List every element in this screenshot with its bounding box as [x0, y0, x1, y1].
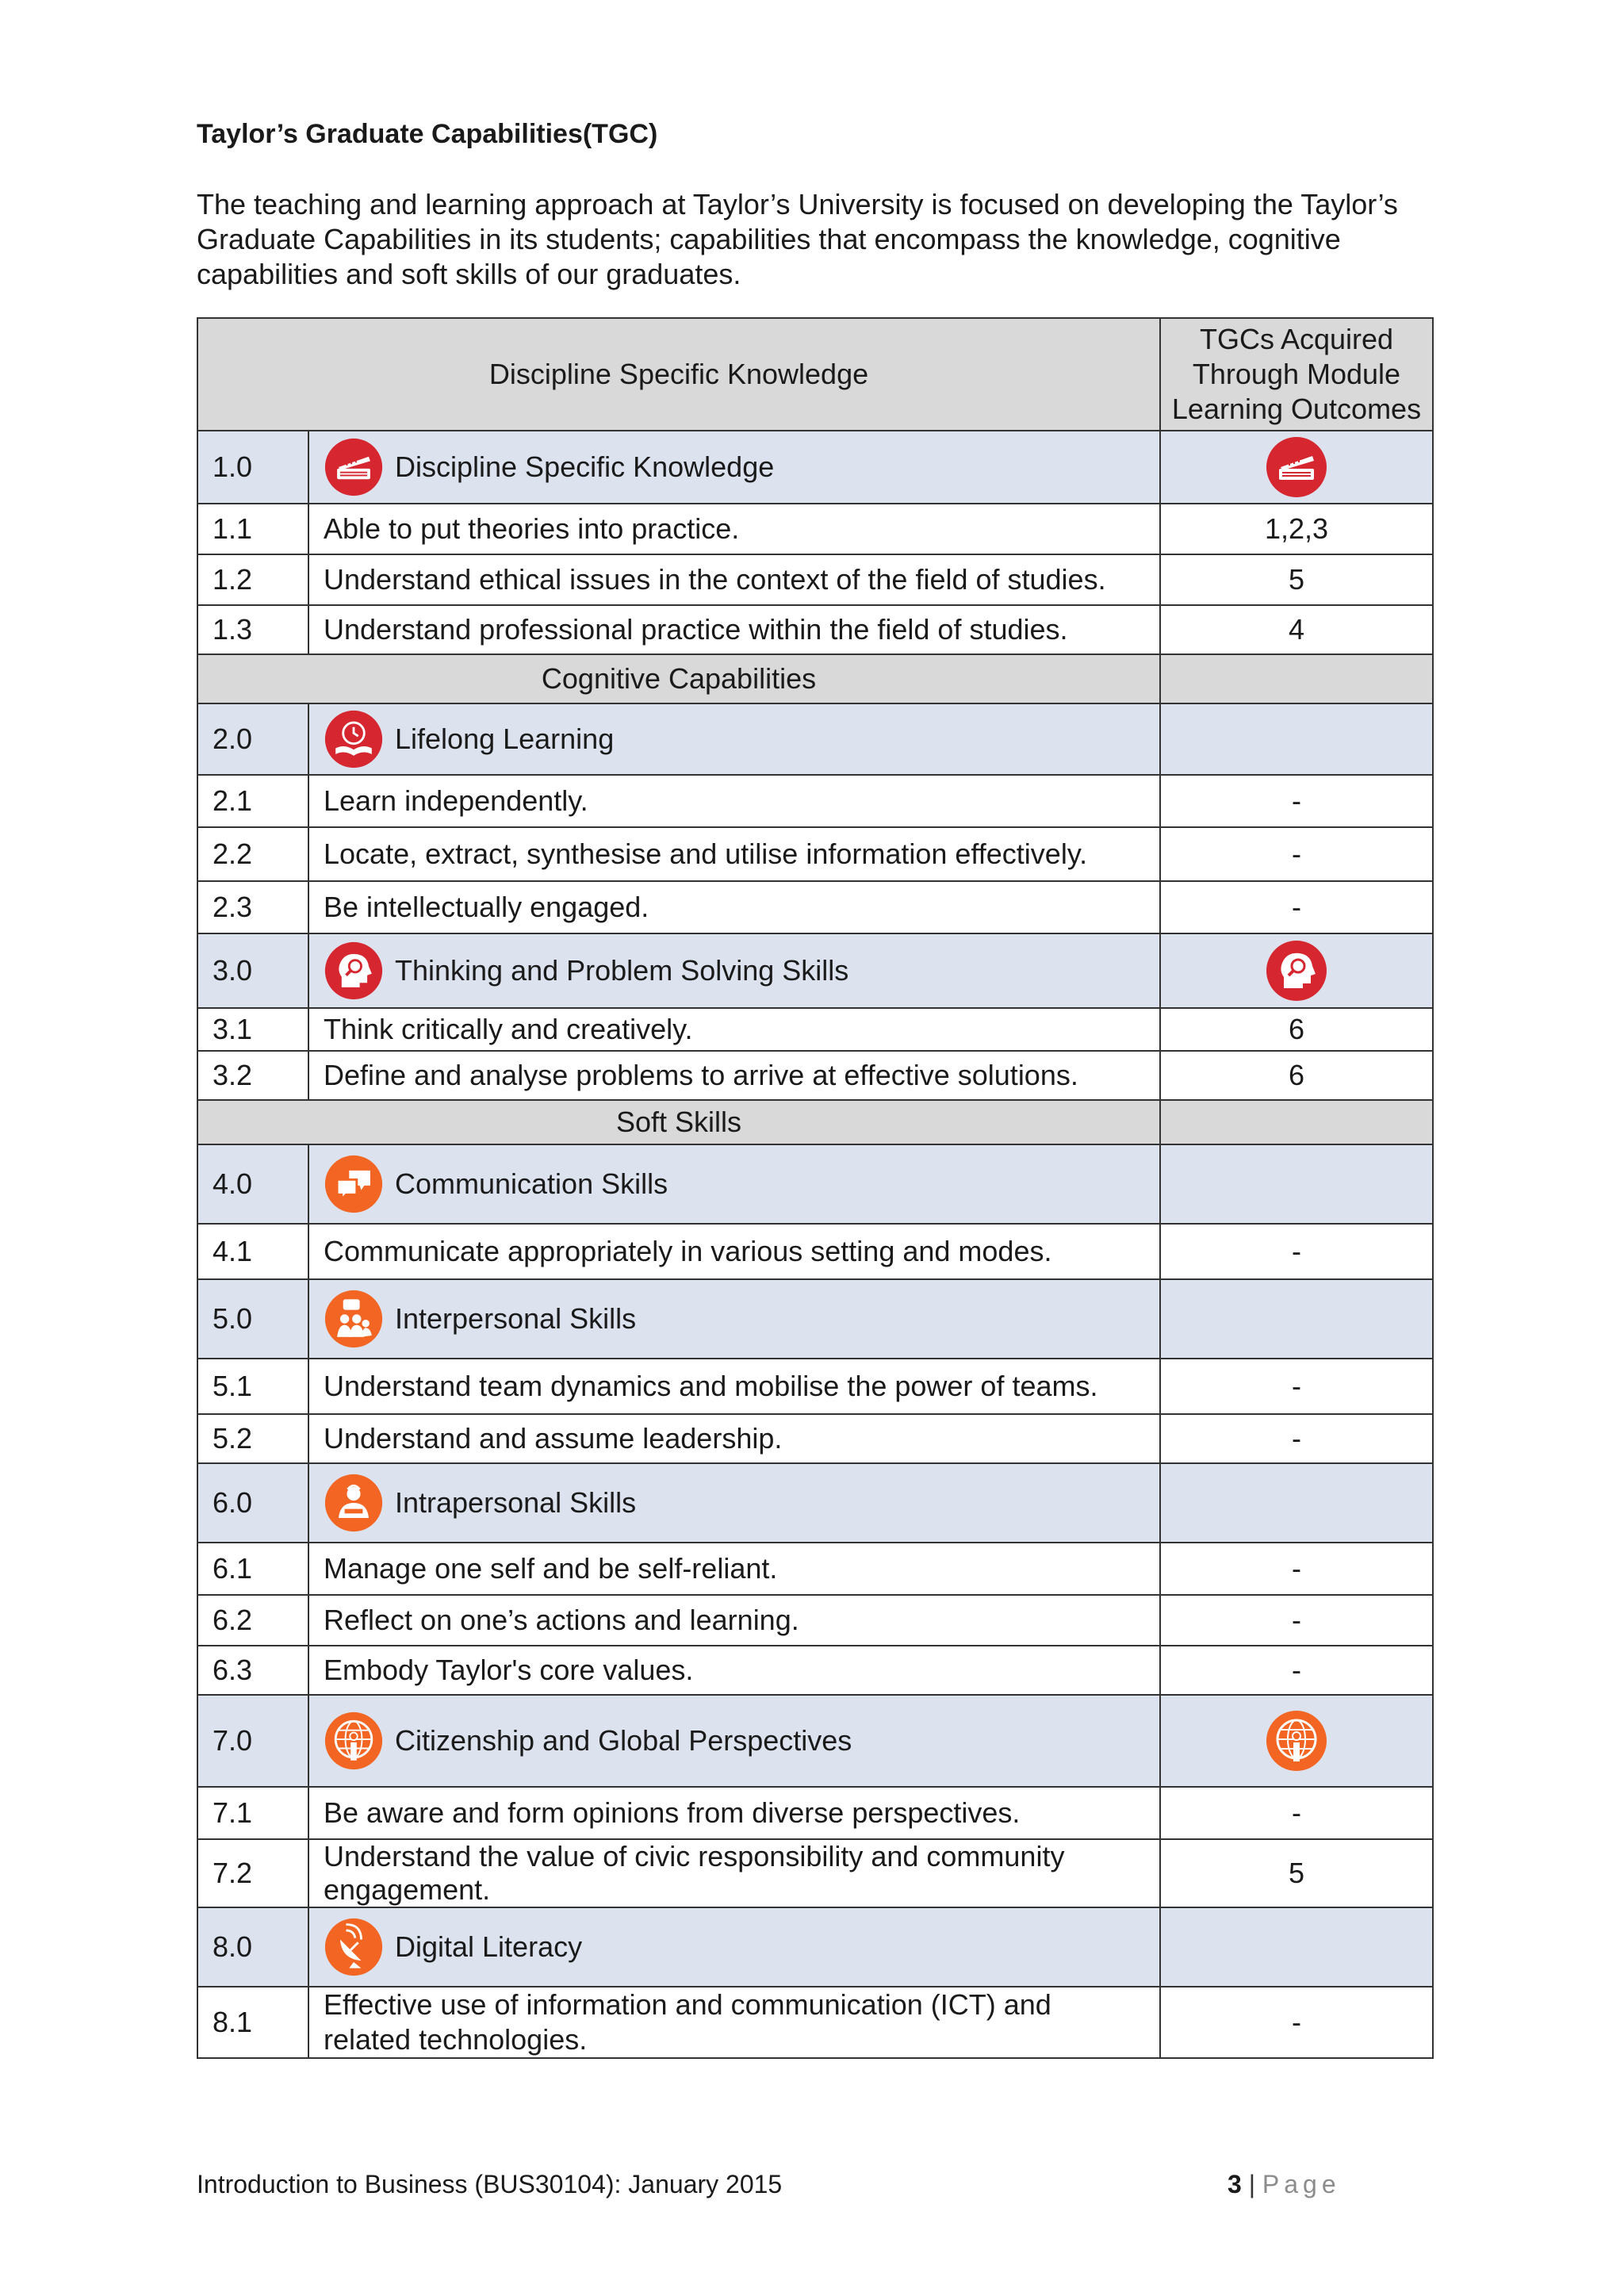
row-number: 6.3: [197, 1646, 308, 1695]
table-row: [197, 504, 1433, 554]
row-tgc-value: 5: [1160, 554, 1433, 605]
row-tgc-value: -: [1160, 827, 1433, 881]
head-magnifier-icon: [324, 941, 384, 1001]
row-tgc-value: 1,2,3: [1160, 504, 1433, 554]
row-number: 1.3: [197, 605, 308, 654]
category-number: 4.0: [197, 1144, 308, 1224]
footer-page: [1228, 2170, 1341, 2199]
row-tgc-value: -: [1160, 775, 1433, 827]
row-number: 3.2: [197, 1051, 308, 1100]
row-description: Understand professional practice within the field of studies.: [308, 605, 1160, 654]
graduation-book-icon: [324, 437, 384, 497]
row-description: Define and analyse problems to arrive at effective solutions.: [308, 1051, 1160, 1100]
category-row-digital: [197, 1907, 1433, 1987]
row-number: 6.2: [197, 1595, 308, 1646]
row-description: Locate, extract, synthesise and utilise information effectively.: [308, 827, 1160, 881]
table-row: [197, 775, 1433, 827]
header-tgc-line-1: TGCs Acquired: [1199, 323, 1394, 355]
category-number: 8.0: [197, 1907, 308, 1987]
head-magnifier-icon: [1265, 939, 1328, 1002]
category-label: Lifelong Learning: [395, 723, 615, 755]
category-number: 1.0: [197, 431, 308, 504]
category-row-dsk: [197, 431, 1433, 504]
category-row-interpersonal: [197, 1279, 1433, 1359]
row-tgc-value: -: [1160, 1787, 1433, 1839]
category-row-thinking: [197, 933, 1433, 1008]
globe-person-icon: [324, 1711, 384, 1771]
category-label: Thinking and Problem Solving Skills: [395, 954, 849, 987]
header-title: Discipline Specific Knowledge: [197, 318, 1160, 431]
footer-page-word: Page: [1262, 2170, 1341, 2198]
row-number: 5.1: [197, 1359, 308, 1414]
row-tgc-value: 6: [1160, 1051, 1433, 1100]
category-label: Citizenship and Global Perspectives: [395, 1724, 852, 1757]
category-number: 7.0: [197, 1695, 308, 1787]
category-number: 2.0: [197, 703, 308, 775]
category-tgc-cell: [1160, 1907, 1433, 1987]
category-row-communication: [197, 1144, 1433, 1224]
intro-paragraph: The teaching and learning approach at Taylor’s University is focused on developing the Taylor’s Graduate Capabilities in its students; capabilities that encompass the knowledge, cognitive capabilities and soft skills of our graduates.: [197, 188, 1398, 290]
table-header-row: [197, 318, 1433, 431]
section-row-soft: [197, 1100, 1433, 1144]
row-tgc-value: -: [1160, 1224, 1433, 1279]
row-description: Be intellectually engaged.: [308, 881, 1160, 933]
row-tgc-value: -: [1160, 1414, 1433, 1463]
row-description: Manage one self and be self-reliant.: [308, 1543, 1160, 1595]
table-row: [197, 1595, 1433, 1646]
category-number: 3.0: [197, 933, 308, 1008]
speech-bubbles-icon: [324, 1154, 384, 1214]
row-description: Be aware and form opinions from diverse perspectives.: [308, 1787, 1160, 1839]
category-row-lifelong: [197, 703, 1433, 775]
person-icon: [324, 1473, 384, 1533]
category-cell: [308, 933, 1160, 1008]
row-description: Understand team dynamics and mobilise the power of teams.: [308, 1359, 1160, 1414]
table-row: [197, 1987, 1433, 2058]
row-tgc-value: -: [1160, 881, 1433, 933]
category-label: Interpersonal Skills: [395, 1302, 637, 1335]
row-description: Communicate appropriately in various setting and modes.: [308, 1224, 1160, 1279]
category-tgc-cell: [1160, 933, 1433, 1008]
satellite-dish-icon: [324, 1917, 384, 1977]
category-tgc-cell: [1160, 703, 1433, 775]
row-number: 2.1: [197, 775, 308, 827]
clock-book-icon: [324, 709, 384, 769]
section-tgc-cell: [1160, 1100, 1433, 1144]
page-heading: Taylor’s Graduate Capabilities(TGC): [197, 119, 658, 149]
table-row: [197, 827, 1433, 881]
row-description: Able to put theories into practice.: [308, 504, 1160, 554]
row-number: 7.1: [197, 1787, 308, 1839]
category-row-citizenship: [197, 1695, 1433, 1787]
section-row-cognitive: [197, 654, 1433, 703]
row-tgc-value: -: [1160, 1543, 1433, 1595]
section-label: Soft Skills: [197, 1100, 1160, 1144]
globe-person-icon: [1265, 1709, 1328, 1773]
table-row: [197, 554, 1433, 605]
row-tgc-value: -: [1160, 1359, 1433, 1414]
category-tgc-cell: [1160, 1463, 1433, 1543]
table-row: [197, 1543, 1433, 1595]
row-description: Think critically and creatively.: [308, 1008, 1160, 1051]
graduation-book-icon: [1265, 435, 1328, 499]
row-description: Reflect on one’s actions and learning.: [308, 1595, 1160, 1646]
row-description: Understand the value of civic responsibility and community engagement.: [308, 1839, 1160, 1907]
header-tgc-line-2: Through Module: [1192, 358, 1401, 390]
row-number: 4.1: [197, 1224, 308, 1279]
table-row: [197, 1359, 1433, 1414]
section-tgc-cell: [1160, 654, 1433, 703]
category-row-intrapersonal: [197, 1463, 1433, 1543]
category-label: Digital Literacy: [395, 1930, 583, 1963]
row-description: Understand and assume leadership.: [308, 1414, 1160, 1463]
table-row: [197, 1224, 1433, 1279]
row-tgc-value: 5: [1160, 1839, 1433, 1907]
row-number: 2.2: [197, 827, 308, 881]
row-tgc-value: -: [1160, 1595, 1433, 1646]
table-row: [197, 881, 1433, 933]
category-label: Intrapersonal Skills: [395, 1486, 637, 1519]
row-description: Embody Taylor's core values.: [308, 1646, 1160, 1695]
row-number: 5.2: [197, 1414, 308, 1463]
row-description: Understand ethical issues in the context of the field of studies.: [308, 554, 1160, 605]
row-tgc-value: 4: [1160, 605, 1433, 654]
category-cell: [308, 1279, 1160, 1359]
category-cell: [308, 1907, 1160, 1987]
row-number: 8.1: [197, 1987, 308, 2058]
footer-page-number: 3: [1228, 2170, 1242, 2198]
category-tgc-cell: [1160, 1695, 1433, 1787]
row-tgc-value: -: [1160, 1987, 1433, 2058]
footer-separator: |: [1248, 2170, 1255, 2198]
row-number: 1.1: [197, 504, 308, 554]
category-tgc-cell: [1160, 431, 1433, 504]
row-number: 7.2: [197, 1839, 308, 1907]
category-tgc-cell: [1160, 1279, 1433, 1359]
category-label: Communication Skills: [395, 1167, 668, 1200]
section-label: Cognitive Capabilities: [197, 654, 1160, 703]
category-cell: [308, 703, 1160, 775]
row-tgc-value: -: [1160, 1646, 1433, 1695]
table-row: [197, 605, 1433, 654]
row-number: 1.2: [197, 554, 308, 605]
category-number: 5.0: [197, 1279, 308, 1359]
category-label: Discipline Specific Knowledge: [395, 450, 775, 483]
footer-course: Introduction to Business (BUS30104): January 2015: [197, 2170, 783, 2198]
header-tgc-line-3: Learning Outcomes: [1171, 393, 1422, 425]
category-cell: [308, 1463, 1160, 1543]
row-tgc-value: 6: [1160, 1008, 1433, 1051]
tgc-table: [197, 317, 1434, 2059]
table-row: [197, 1414, 1433, 1463]
row-number: 3.1: [197, 1008, 308, 1051]
table-row: [197, 1051, 1433, 1100]
group-people-icon: [324, 1289, 384, 1349]
header-tgc: [1160, 318, 1433, 431]
row-number: 6.1: [197, 1543, 308, 1595]
table-row: [197, 1008, 1433, 1051]
category-number: 6.0: [197, 1463, 308, 1543]
row-description: Effective use of information and communication (ICT) and related technologies.: [308, 1987, 1160, 2058]
category-cell: [308, 1144, 1160, 1224]
table-row: [197, 1787, 1433, 1839]
table-row: [197, 1646, 1433, 1695]
row-description: Learn independently.: [308, 775, 1160, 827]
row-number: 2.3: [197, 881, 308, 933]
table-row: [197, 1839, 1433, 1907]
category-cell: [308, 1695, 1160, 1787]
category-cell: [308, 431, 1160, 504]
category-tgc-cell: [1160, 1144, 1433, 1224]
